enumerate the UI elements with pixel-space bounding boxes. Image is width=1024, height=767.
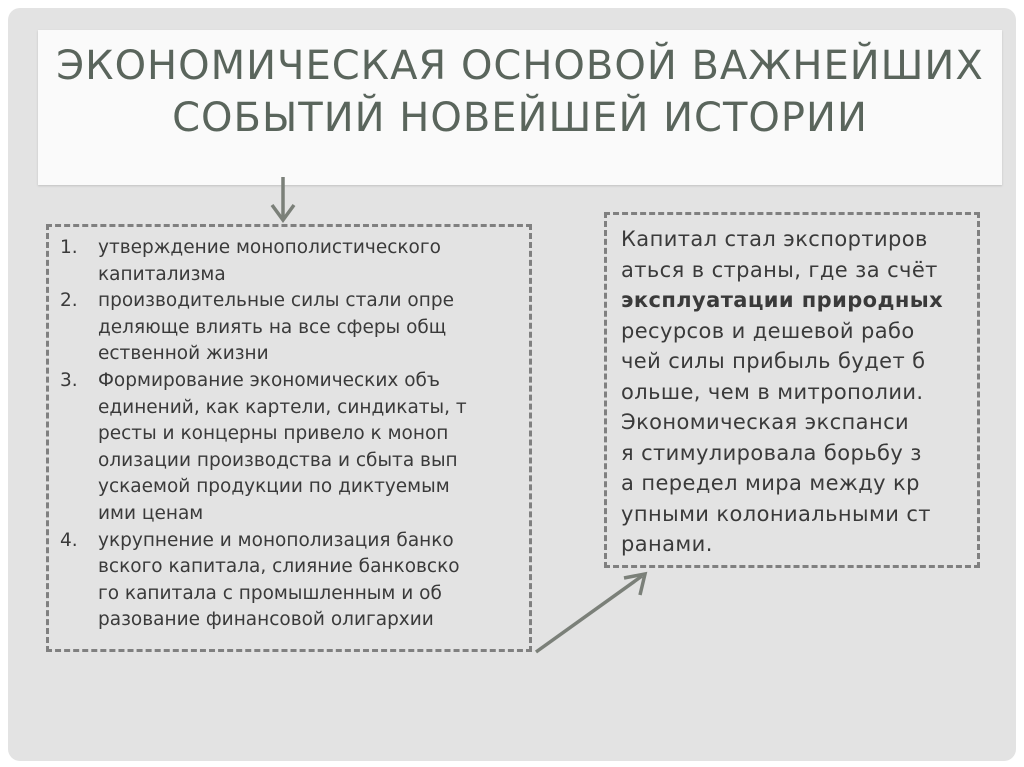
capital-export-text	[621, 224, 967, 560]
list-item-number: 4.	[60, 529, 78, 551]
list-item	[49, 368, 529, 528]
list-item-number: 3.	[60, 369, 78, 391]
text-after-bold: ресурсов и дешевой рабо чей силы прибыль будет б ольше, чем в митрополии. Экономическая экспанси я стимулировала борьбу з а передел мира между кр упными колониальными ст ранами.	[621, 318, 931, 556]
text-before-bold: Капитал стал экспортиров аться в страны, где за счёт	[621, 227, 938, 282]
list-item-text: производительные силы стали опре деляюще влиять на все сферы общ ественной жизни	[98, 290, 454, 365]
slide-title: ЭКОНОМИЧЕСКАЯ ОСНОВОЙ ВАЖНЕЙШИХ СОБЫТИЙ НОВЕЙШЕЙ ИСТОРИИ	[56, 43, 984, 141]
list-item-text: Формирование экономических объ единений, как картели, синдикаты, т ресты и концерны привело к моноп олизации производства и сбыта вып ускаемой продукции по диктуемым ими ценам	[98, 369, 467, 524]
list-item-text: утверждение монополистического капитализма	[98, 237, 441, 285]
right-text-box	[604, 212, 980, 568]
text-bold: эксплуатации природных	[621, 288, 944, 312]
list-item	[49, 288, 529, 368]
list-item-number: 1.	[60, 237, 78, 258]
left-list-box	[46, 224, 532, 652]
title-box	[38, 30, 1002, 185]
list-item-text: укрупнение и монополизация банко вского капитала, слияние банковско го капитала с промышленным и об разование финансовой олигархии	[98, 529, 460, 631]
list-item-number: 2.	[60, 290, 78, 312]
list-item	[49, 235, 529, 288]
list-item	[49, 528, 529, 634]
development-list	[49, 235, 529, 634]
